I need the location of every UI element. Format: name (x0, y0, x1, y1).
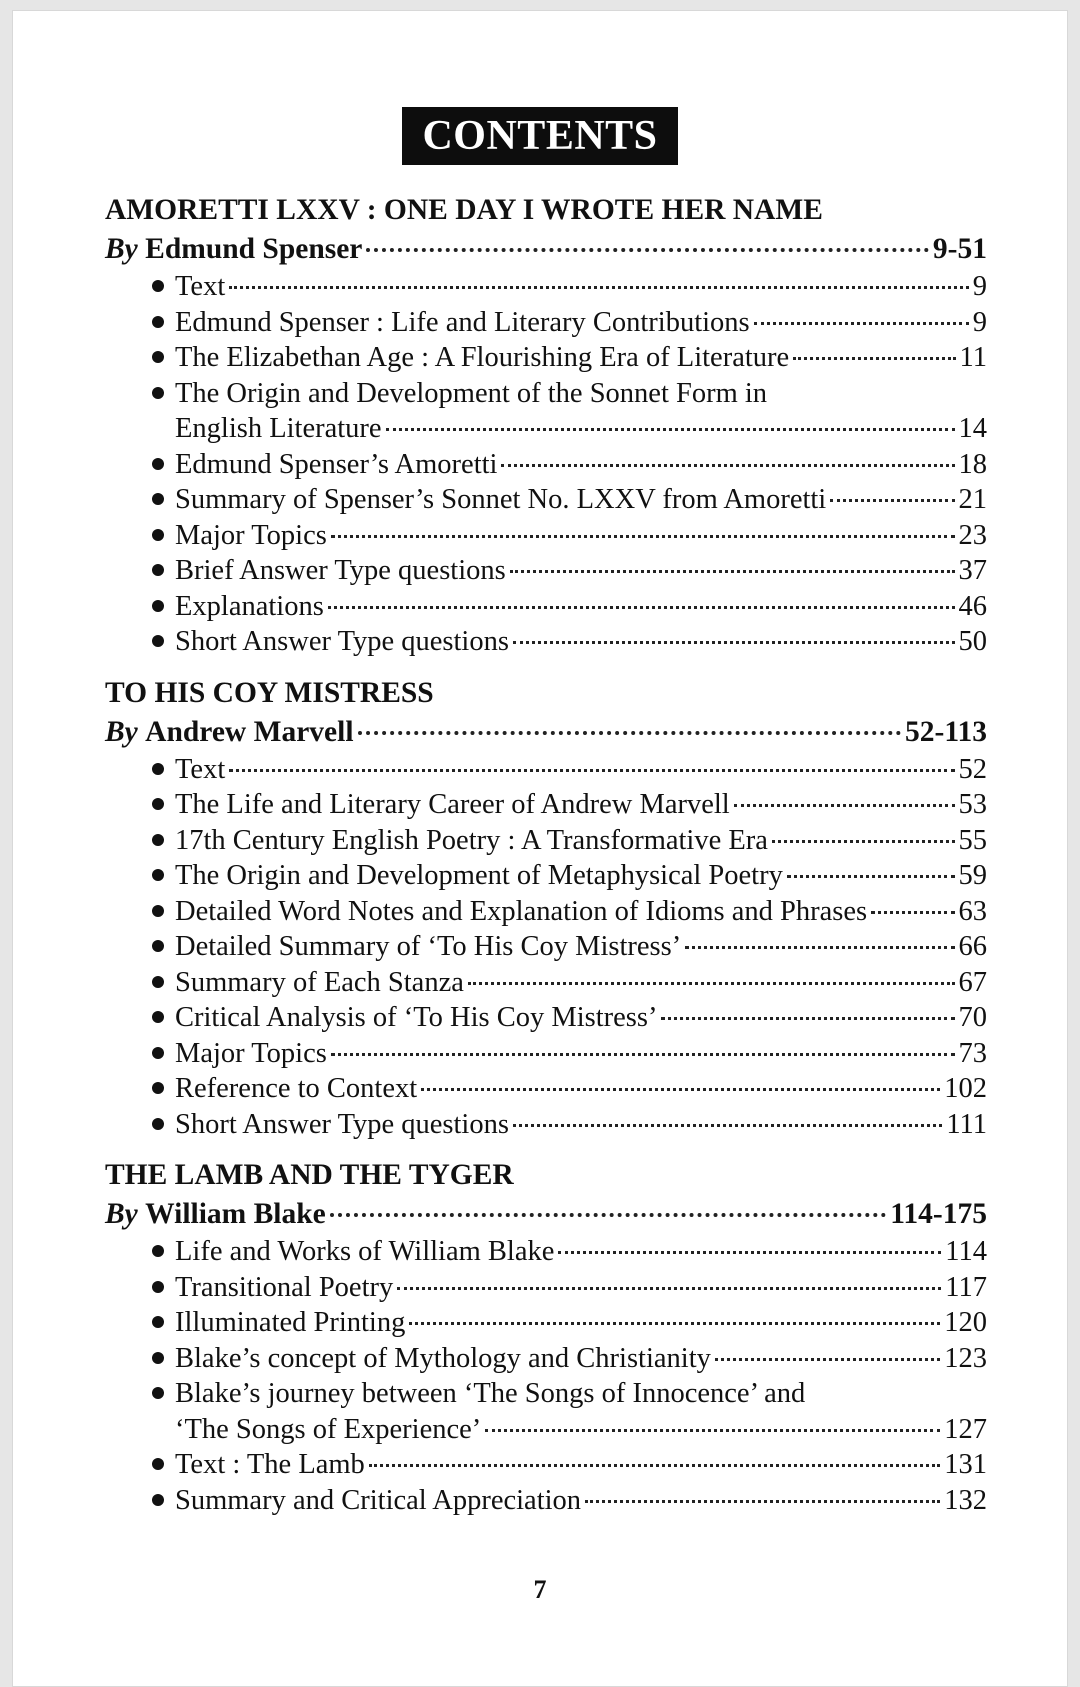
bullet-dot-icon (152, 1118, 164, 1130)
entry-text: The Origin and Development of the Sonnet Form in (175, 377, 768, 409)
page-range: 52-113 (905, 715, 987, 748)
entry-page-number: 114 (945, 1236, 987, 1267)
entry-line (175, 1376, 987, 1412)
entry-page-number: 117 (945, 1271, 987, 1303)
entry-body (175, 624, 987, 660)
dot-leader (386, 428, 955, 431)
bullet-dot-icon (152, 387, 164, 399)
entry-page-number: 21 (958, 484, 987, 515)
bullet-icon (105, 624, 175, 660)
dot-leader (513, 1124, 942, 1127)
entry-line (175, 752, 987, 788)
entry-page-number: 46 (958, 590, 987, 622)
dot-leader (558, 1251, 941, 1254)
bullet-dot-icon (152, 1011, 164, 1023)
entry-line (175, 929, 987, 965)
bullet-dot-icon (152, 798, 164, 810)
dot-leader (787, 875, 955, 878)
bullet-icon (105, 1107, 175, 1143)
entry-page-number: 120 (944, 1307, 987, 1338)
entry-text: 17th Century English Poetry : A Transformative Era (175, 824, 768, 856)
dot-leader (754, 322, 969, 325)
toc-entry (105, 447, 987, 483)
entry-page-number: 127 (944, 1413, 987, 1445)
entry-line (175, 1107, 987, 1143)
entry-line (175, 894, 987, 930)
bullet-icon (105, 518, 175, 554)
toc-entry (105, 553, 987, 589)
dot-leader (421, 1088, 940, 1091)
entry-line (175, 858, 987, 894)
bullet-icon (105, 1341, 175, 1377)
toc-entry (105, 752, 987, 788)
entry-line (175, 376, 987, 412)
bullet-icon (105, 376, 175, 447)
bullet-dot-icon (152, 1245, 164, 1257)
entry-page-number: 14 (958, 413, 987, 444)
toc-entry (105, 894, 987, 930)
toc-entry (105, 1305, 987, 1341)
entry-page-number: 53 (958, 789, 987, 820)
entry-body (175, 752, 987, 788)
bullet-dot-icon (152, 280, 164, 292)
page-range: 114-175 (890, 1198, 987, 1230)
author-name: Edmund Spenser (145, 233, 363, 265)
entry-text: Detailed Word Notes and Explanation of Idioms and Phrases (175, 895, 868, 927)
author-row (105, 712, 987, 752)
toc-entry (105, 1234, 987, 1270)
toc-entry (105, 1483, 987, 1519)
toc-entry (105, 1447, 987, 1483)
bullet-dot-icon (152, 1047, 164, 1059)
entry-text: Reference to Context (175, 1073, 418, 1104)
section-title: TO HIS COY MISTRESS (105, 676, 434, 709)
toc-entry (105, 929, 987, 965)
entry-body (175, 1071, 987, 1107)
dot-leader (793, 357, 955, 360)
entry-line (175, 1234, 987, 1270)
entry-line (175, 482, 987, 518)
author-name: William Blake (145, 1198, 326, 1230)
bullet-icon (105, 589, 175, 625)
entry-line (175, 305, 987, 341)
bullet-dot-icon (152, 1281, 164, 1293)
entry-page-number: 37 (958, 555, 987, 586)
entry-page-number: 102 (944, 1073, 987, 1104)
toc-entry (105, 1341, 987, 1377)
dot-leader (397, 1287, 941, 1290)
entry-body (175, 858, 987, 894)
dot-leader (830, 499, 954, 502)
page-range: 9-51 (932, 233, 987, 265)
entry-page-number: 50 (958, 626, 987, 657)
bullet-dot-icon (152, 976, 164, 988)
entry-body (175, 929, 987, 965)
entry-text: Detailed Summary of ‘To His Coy Mistress’ (175, 931, 682, 962)
dot-leader (331, 535, 955, 538)
entry-page-number: 67 (958, 966, 987, 998)
entry-page-number: 63 (958, 895, 987, 927)
bullet-icon (105, 787, 175, 823)
dot-leader (358, 731, 902, 735)
dot-leader (715, 1358, 940, 1361)
dot-leader (772, 840, 955, 843)
toc-entry (105, 1071, 987, 1107)
bullet-icon (105, 894, 175, 930)
bullet-dot-icon (152, 834, 164, 846)
entry-page-number: 111 (946, 1108, 987, 1140)
author-row (105, 229, 987, 269)
entry-line (175, 447, 987, 483)
toc-entry (105, 1107, 987, 1143)
entry-text: Explanations (175, 590, 324, 622)
bullet-icon (105, 482, 175, 518)
bullet-icon (105, 965, 175, 1001)
entry-line (175, 1036, 987, 1072)
bullet-icon (105, 1305, 175, 1341)
book-page (12, 10, 1068, 1687)
entry-body (175, 482, 987, 518)
entry-line (175, 1341, 987, 1377)
entry-text: Blake’s journey between ‘The Songs of Innocence’ and (175, 1378, 806, 1409)
by-label: By (105, 715, 138, 748)
bullet-icon (105, 1483, 175, 1519)
entry-text: Summary and Critical Appreciation (175, 1484, 582, 1516)
contents-section (105, 191, 987, 660)
entry-text: Illuminated Printing (175, 1307, 406, 1338)
entry-line (175, 1305, 987, 1341)
bullet-icon (105, 752, 175, 788)
entry-text: Summary of Spenser’s Sonnet No. LXXV from Amoretti (175, 484, 827, 515)
entry-page-number: 52 (958, 753, 987, 785)
dot-leader (734, 804, 955, 807)
entry-text: Major Topics (175, 1037, 327, 1069)
toc-entry (105, 965, 987, 1001)
dot-leader (685, 946, 954, 949)
bullet-dot-icon (152, 600, 164, 612)
entry-body (175, 1376, 987, 1447)
toc-entry (105, 518, 987, 554)
entry-page-number: 70 (958, 1002, 987, 1033)
entry-body (175, 447, 987, 483)
contents-section (105, 1156, 987, 1518)
bullet-dot-icon (152, 1082, 164, 1094)
bullet-dot-icon (152, 1387, 164, 1399)
entry-line (175, 1483, 987, 1519)
entry-page-number: 66 (958, 931, 987, 962)
bullet-dot-icon (152, 905, 164, 917)
author-row (105, 1194, 987, 1234)
bullet-dot-icon (152, 1494, 164, 1506)
bullet-dot-icon (152, 940, 164, 952)
entry-line (175, 965, 987, 1001)
entry-page-number: 123 (944, 1342, 987, 1374)
entry-line (175, 1000, 987, 1036)
entry-body (175, 1036, 987, 1072)
dot-leader (513, 641, 955, 644)
bullet-dot-icon (152, 869, 164, 881)
entry-line (175, 1412, 987, 1448)
entry-text: Text (175, 753, 226, 785)
by-label: By (105, 233, 138, 265)
dot-leader (330, 1213, 887, 1217)
entry-body (175, 894, 987, 930)
bullet-dot-icon (152, 564, 164, 576)
entry-text: Text (175, 271, 226, 302)
entry-body (175, 1000, 987, 1036)
toc-entry (105, 823, 987, 859)
entry-line (175, 624, 987, 660)
toc-entry (105, 624, 987, 660)
entry-text: Critical Analysis of ‘To His Coy Mistress’ (175, 1002, 658, 1033)
dot-leader (871, 911, 954, 914)
entry-body (175, 1270, 987, 1306)
entry-text: Edmund Spenser : Life and Literary Contributions (175, 306, 750, 338)
entry-text: The Elizabethan Age : A Flourishing Era of Literature (175, 342, 790, 373)
bullet-icon (105, 823, 175, 859)
entry-line (175, 589, 987, 625)
entry-page-number: 9 (972, 271, 987, 302)
entry-body (175, 553, 987, 589)
toc-entry (105, 269, 987, 305)
toc-entry (105, 1270, 987, 1306)
entry-body (175, 305, 987, 341)
bullet-icon (105, 447, 175, 483)
entry-page-number: 132 (944, 1484, 987, 1516)
entry-text: Edmund Spenser’s Amoretti (175, 448, 498, 480)
toc-entry (105, 1376, 987, 1447)
entry-text: Text : The Lamb (175, 1449, 365, 1480)
bullet-dot-icon (152, 351, 164, 363)
dot-leader (229, 769, 954, 772)
entry-body (175, 1483, 987, 1519)
entry-text: Blake’s concept of Mythology and Christianity (175, 1342, 711, 1374)
entry-text: Short Answer Type questions (175, 626, 509, 657)
by-label: By (105, 1198, 138, 1230)
entry-page-number: 59 (958, 860, 987, 891)
entry-text: The Life and Literary Career of Andrew Marvell (175, 789, 730, 820)
entry-body (175, 589, 987, 625)
toc-entry (105, 1036, 987, 1072)
entry-body (175, 340, 987, 376)
entry-text: Short Answer Type questions (175, 1108, 509, 1140)
bullet-dot-icon (152, 316, 164, 328)
contents-title: CONTENTS (402, 107, 677, 165)
entry-line (175, 553, 987, 589)
entry-line (175, 1071, 987, 1107)
toc-entry (105, 1000, 987, 1036)
entry-text: ‘The Songs of Experience’ (175, 1413, 482, 1445)
entry-line (175, 411, 987, 447)
toc-entry (105, 787, 987, 823)
contents-section (105, 674, 987, 1143)
toc-entry (105, 305, 987, 341)
toc-entry (105, 858, 987, 894)
entry-body (175, 376, 987, 447)
dot-leader (331, 1053, 955, 1056)
entry-page-number: 55 (958, 824, 987, 856)
dot-leader (369, 1464, 940, 1467)
entry-page-number: 131 (944, 1449, 987, 1480)
entry-line (175, 823, 987, 859)
entry-page-number: 73 (958, 1037, 987, 1069)
entry-text: Summary of Each Stanza (175, 966, 464, 998)
dot-leader (366, 248, 929, 252)
dot-leader (468, 982, 955, 985)
entry-body (175, 823, 987, 859)
dot-leader (510, 570, 955, 573)
bullet-dot-icon (152, 635, 164, 647)
bullet-dot-icon (152, 763, 164, 775)
bullet-icon (105, 1071, 175, 1107)
entry-line (175, 787, 987, 823)
entry-body (175, 269, 987, 305)
entry-body (175, 1234, 987, 1270)
bullet-icon (105, 929, 175, 965)
entry-text: English Literature (175, 413, 382, 444)
toc-entry (105, 376, 987, 447)
toc-entry (105, 340, 987, 376)
entry-body (175, 1447, 987, 1483)
contents-list (105, 191, 987, 1518)
entry-body (175, 1341, 987, 1377)
entry-text: Brief Answer Type questions (175, 555, 506, 586)
dot-leader (661, 1017, 954, 1020)
bullet-dot-icon (152, 529, 164, 541)
bullet-icon (105, 553, 175, 589)
bullet-icon (105, 340, 175, 376)
entry-line (175, 1447, 987, 1483)
bullet-dot-icon (152, 1316, 164, 1328)
dot-leader (409, 1322, 940, 1325)
entry-text: Major Topics (175, 519, 327, 551)
bullet-icon (105, 1447, 175, 1483)
bullet-icon (105, 858, 175, 894)
bullet-icon (105, 1036, 175, 1072)
section-title: AMORETTI LXXV : ONE DAY I WROTE HER NAME (105, 194, 823, 226)
dot-leader (585, 1500, 940, 1503)
dot-leader (501, 464, 954, 467)
bullet-dot-icon (152, 1458, 164, 1470)
entry-page-number: 18 (958, 448, 987, 480)
entry-line (175, 518, 987, 554)
dot-leader (229, 286, 969, 289)
page-number: 7 (533, 1575, 547, 1604)
title-wrap (13, 107, 1067, 165)
section-title: THE LAMB AND THE TYGER (105, 1159, 514, 1191)
entry-body (175, 518, 987, 554)
entry-text: The Origin and Development of Metaphysical Poetry (175, 860, 783, 891)
entry-line (175, 340, 987, 376)
entry-text: Transitional Poetry (175, 1271, 394, 1303)
entry-line (175, 1270, 987, 1306)
entry-body (175, 787, 987, 823)
entry-body (175, 1305, 987, 1341)
bullet-icon (105, 1234, 175, 1270)
entry-line (175, 269, 987, 305)
dot-leader (485, 1429, 940, 1432)
bullet-icon (105, 1000, 175, 1036)
entry-text: Life and Works of William Blake (175, 1236, 555, 1267)
bullet-icon (105, 1376, 175, 1447)
entry-page-number: 23 (958, 519, 987, 551)
bullet-dot-icon (152, 493, 164, 505)
toc-entry (105, 589, 987, 625)
bullet-icon (105, 305, 175, 341)
entry-page-number: 11 (959, 342, 987, 373)
author-name: Andrew Marvell (145, 715, 354, 748)
bullet-dot-icon (152, 1352, 164, 1364)
dot-leader (328, 606, 955, 609)
bullet-icon (105, 269, 175, 305)
bullet-icon (105, 1270, 175, 1306)
entry-body (175, 965, 987, 1001)
entry-body (175, 1107, 987, 1143)
toc-entry (105, 482, 987, 518)
bullet-dot-icon (152, 458, 164, 470)
entry-page-number: 9 (972, 306, 987, 338)
